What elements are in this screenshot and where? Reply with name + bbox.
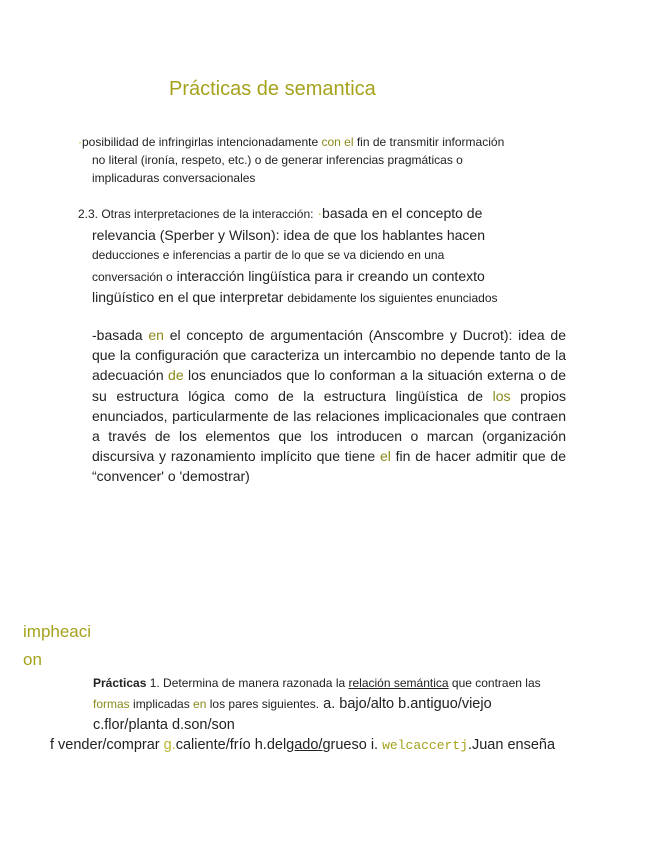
section-2-3-line-5: lingüístico en el que interpretar debidamente los siguientes enunciados — [92, 289, 498, 305]
side-label-line-1: impheaci — [23, 622, 92, 641]
side-label-line-2: on — [23, 650, 42, 669]
section-2-3 — [78, 203, 498, 309]
section-2-3-line-3: deducciones e inferencias a partir de lo que se va diciendo en una — [92, 248, 445, 262]
section-2-3-line-1: 2.3. Otras interpretaciones de la interacción: ·basada en el concepto de — [78, 205, 483, 221]
practicas-section — [93, 673, 541, 736]
paragraph-1-line-3: implicaduras conversacionales — [92, 171, 256, 185]
paragraph-argumentacion: -basada en el concepto de argumentación (Anscombre y Ducrot): idea de que la configuración que caracteriza un intercambio no depende tanto de la adecuación de los enunciados que lo conforman a la situación externa o de su estructura lógica como de la estructura lingüística de los propios enunciados, particularmente de las relaciones implicacionales que contraen a través de los elementos que los introducen o marcan (organización discursiva y razonamiento implícito que tiene el fin de hacer admitir que de “convencer' o 'demostrar) — [92, 327, 566, 485]
practicas-line-1: Prácticas 1. Determina de manera razonada la relación semántica que contraen las — [93, 676, 541, 690]
section-2-3-line-4: conversación o interacción lingüística para ir creando un contexto — [92, 267, 485, 284]
page-title: Prácticas de semantica — [169, 78, 376, 100]
paragraph-1-line-2: no literal (ironía, respeto, etc.) o de generar inferencias pragmáticas o — [92, 153, 463, 167]
practicas-line-2: formas implicadas en los pares siguientes. a. bajo/alto b.antiguo/viejo — [93, 696, 492, 712]
section-2-3-line-2: relevancia (Sperber y Wilson): idea de que los hablantes hacen — [92, 226, 486, 243]
practicas-line-4: f vender/comprar g.caliente/frío h.delgado/grueso i. welcaccertj.Juan enseña — [50, 737, 556, 753]
paragraph-1-line-1: ·posibilidad de infringirlas intencionadamente con el fin de transmitir información — [78, 135, 505, 149]
practicas-line-3: c.flor/planta d.son/son — [93, 717, 235, 733]
